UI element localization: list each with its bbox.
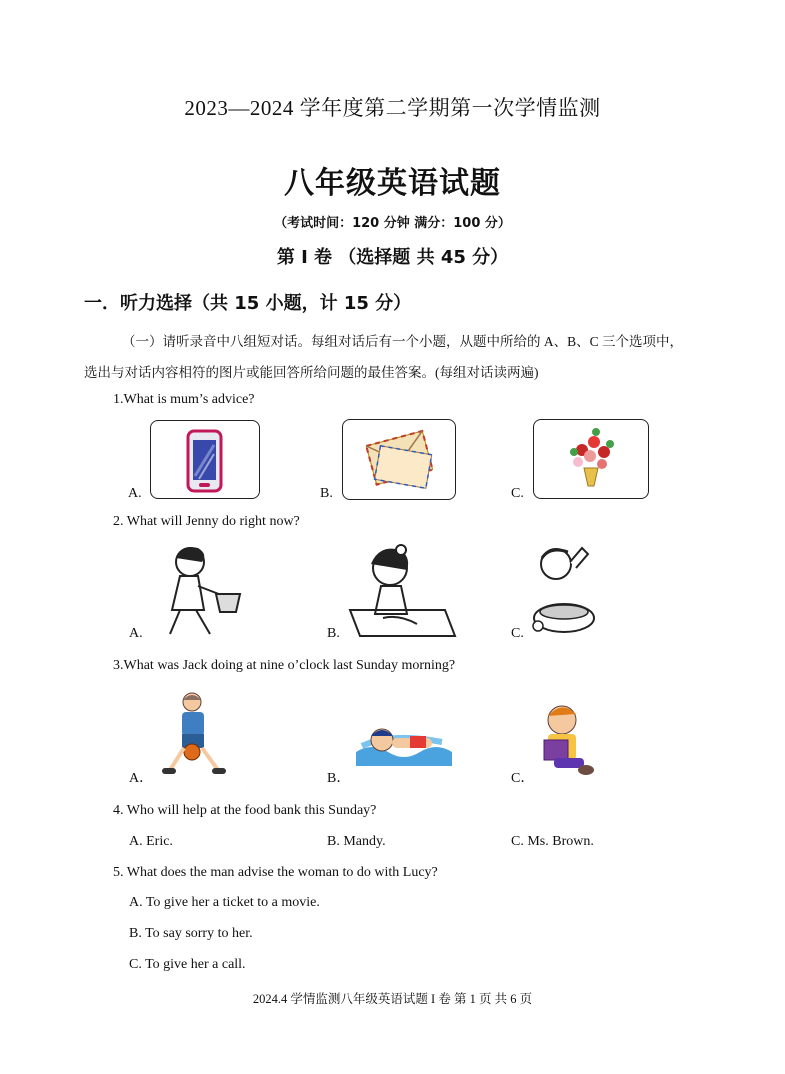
- q5-option-b[interactable]: B. To say sorry to her.: [129, 926, 253, 941]
- boy-playing-basketball-icon: [158, 690, 230, 780]
- question-4: 4. Who will help at the food bank this Sunday?: [113, 803, 377, 818]
- q2-option-b-label: B.: [327, 626, 340, 641]
- girl-carrying-basket-icon: [152, 540, 248, 640]
- instruction-line-2: 选出与对话内容相符的图片或能回答所给问题的最佳答案。(每组对话读两遍): [84, 365, 539, 380]
- question-1: 1.What is mum’s advice?: [113, 392, 255, 407]
- q4-option-a[interactable]: A. Eric.: [129, 834, 173, 849]
- q3-option-b-label: B．: [327, 771, 351, 786]
- section-title-listening: 一．听力选择（共 15 小题，计 15 分）: [84, 293, 412, 314]
- boy-washing-bowl-icon: [524, 540, 604, 640]
- question-2: 2. What will Jenny do right now?: [113, 514, 300, 529]
- volume-title: 第 I 卷 （选择题 共 45 分）: [276, 247, 509, 268]
- page-footer: 2024.4 学情监测八年级英语试题 I 卷 第 1 页 共 6 页: [252, 992, 533, 1006]
- q3-option-a-label: A．: [129, 771, 154, 786]
- q1-option-c-label: C.: [511, 486, 524, 501]
- q5-option-a[interactable]: A. To give her a ticket to a movie.: [129, 895, 320, 910]
- q5-option-c[interactable]: C. To give her a call.: [129, 957, 246, 972]
- q1-option-b-label: B.: [320, 486, 333, 501]
- q3-option-c-label: C．: [511, 771, 535, 786]
- exam-top-title: 2023—2024 学年度第二学期第一次学情监测: [184, 96, 601, 120]
- q1-option-a-image[interactable]: [150, 420, 260, 499]
- envelope-icon: [343, 420, 455, 499]
- boy-reading-book-icon: [534, 700, 598, 780]
- q4-option-b[interactable]: B. Mandy.: [327, 834, 386, 849]
- q2-option-c-label: C.: [511, 626, 524, 641]
- girl-cleaning-table-icon: [345, 540, 460, 640]
- mobile-phone-icon: [151, 421, 259, 498]
- flower-bouquet-icon: [534, 420, 648, 498]
- q1-option-a-label: A.: [128, 486, 142, 501]
- question-5: 5. What does the man advise the woman to do with Lucy?: [113, 865, 438, 880]
- exam-info: （考试时间：120 分钟 满分：100 分）: [274, 216, 511, 231]
- q2-option-a-label: A.: [129, 626, 143, 641]
- boy-swimming-icon: [352, 712, 457, 768]
- question-3: 3.What was Jack doing at nine o’clock last Sunday morning?: [113, 658, 456, 673]
- q1-option-c-image[interactable]: [533, 419, 649, 499]
- q4-option-c[interactable]: C. Ms. Brown.: [511, 834, 594, 849]
- instruction-line-1: （一）请听录音中八组短对话。每组对话后有一个小题，从题中所给的 A、B、C 三个选项中，: [122, 334, 684, 349]
- q1-option-b-image[interactable]: [342, 419, 456, 500]
- page-title: 八年级英语试题: [284, 166, 501, 201]
